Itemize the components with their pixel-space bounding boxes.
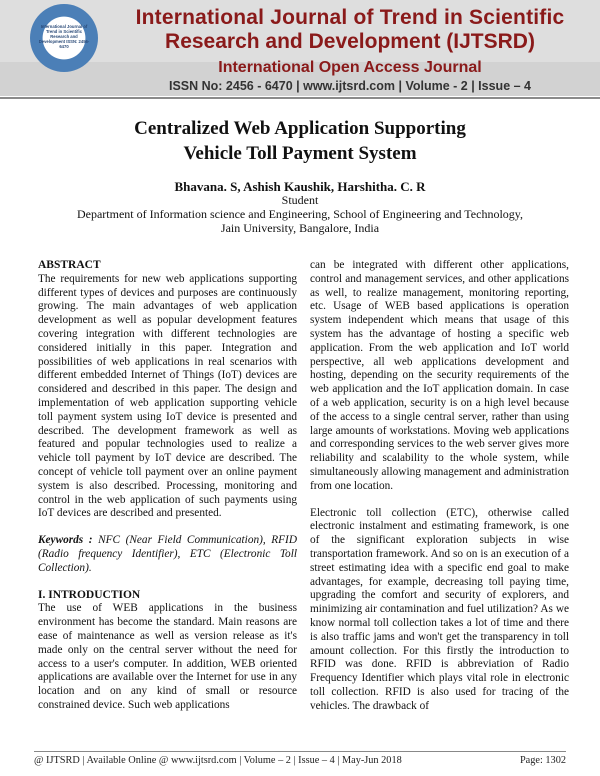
footer-citation: @ IJTSRD | Available Online @ www.ijtsrd.com | Volume – 2 | Issue – 4 | May-Jun 2018: [34, 755, 402, 766]
keywords-label: Keywords :: [38, 534, 93, 547]
spacer: [38, 576, 297, 589]
abstract-text: The requirements for new web applications supporting different types of devices and purposes are continuously growing. The main advantages of web application development as well as popular development features covering integration with different technologies are considered initially in this paper. Integration and possibilities of web applications in real scenarios with different embedded Internet of Things (IoT) devices are considered and described in this paper. The design and implementation of web application supporting vehicle toll payment system using IoT device is presented and described. The development framework as well as featured and popular technologies used to realize a vehicle toll payment by IoT device are described. The concept of vehicle toll payment over an online payment system is also described. Processing, monitoring and control in the web application of such payments using IoT devices are described and presented.: [38, 272, 297, 520]
journal-title-line2: Research and Development (IJTSRD): [165, 30, 535, 53]
author-university: Jain University, Bangalore, India: [220, 221, 380, 235]
header-divider: [0, 97, 600, 99]
left-column: [38, 259, 297, 713]
abstract-heading: ABSTRACT: [38, 259, 101, 271]
right-paragraph-1: can be integrated with different other applications, control and management services, and other applications as well, to realize management, monitoring reporting, etc. Usage of WEB based applications is operation system independent which means that usage of this system has the advantage of hosting a specific web application. From the web application and IoT world perspective, all web applications development and hosting, depending on the security requirements of the web application and the IoT application domain. In case of a web application, security is on a high level because of the access to a single central server, rather than using large amounts of workstations. Moving web applications and corresponding services to the web server gives more reliability and scalability to the whole system, while simultaneously allowing management and administration from one location.: [310, 259, 569, 492]
introduction-text: The use of WEB applications in the business environment has become the standard. Main reasons are ease of maintenance as well as version release as it's made only on the central server without the need for access to a user's computer. In addition, WEB oriented applications are available over the Internet for use in any location and on any kind of small or resource constrained device. Such web applications: [38, 602, 297, 711]
page-number: Page: 1302: [519, 755, 566, 766]
journal-header: [0, 0, 600, 100]
right-column: [310, 259, 569, 714]
journal-title-line1: International Journal of Trend in Scientific: [135, 6, 565, 29]
footer-divider: [34, 751, 566, 752]
keywords-text: NFC (Near Field Communication), RFID (Radio frequency Identifier), ETC (Electronic Toll Collection).: [38, 534, 297, 574]
spacer: [310, 494, 569, 507]
journal-access-label: International Open Access Journal: [218, 59, 482, 76]
introduction-heading: I. INTRODUCTION: [38, 588, 141, 601]
right-paragraph-2: Electronic toll collection (ETC), otherwise called electronic instalment and estimating framework, is one of the significant exploration subjects in wise transportation framework. And so on is an execution of a street estimating idea with a specific end goal to make advantages, for example, decreasing toll paying time, upgrading the comfort and security of explorers, and minimizing air contamination and fuel utilization? As we know normal toll collection takes a lot of time and there is also traffic jams and won't get the transparency in toll amount collection. For this firstly the introduction to RFID was done. RFID is abbreviation of Radio Frequency Identifier which plays vital role in electronic toll collection. RFID is also used for tracing of the vehicles. The drawback of: [310, 506, 569, 712]
spacer: [38, 521, 297, 534]
keywords-paragraph: [38, 534, 297, 575]
issn-line: ISSN No: 2456 - 6470 | www.ijtsrd.com | Volume - 2 | Issue – 4: [168, 79, 531, 93]
author-department: Department of Information science and Engineering, School of Engineering and Technology,: [76, 207, 524, 221]
logo-text: International Journal of Trend in Scientific Research and Development ISSN: 2456-6470: [38, 24, 90, 49]
author-role: Student: [281, 193, 319, 207]
paper-title-line1: Centralized Web Application Supporting: [134, 118, 466, 139]
paper-title-line2: Vehicle Toll Payment System: [183, 143, 417, 164]
journal-logo-icon: [30, 4, 98, 72]
paper-authors: Bhavana. S, Ashish Kaushik, Harshitha. C. R: [174, 179, 426, 194]
